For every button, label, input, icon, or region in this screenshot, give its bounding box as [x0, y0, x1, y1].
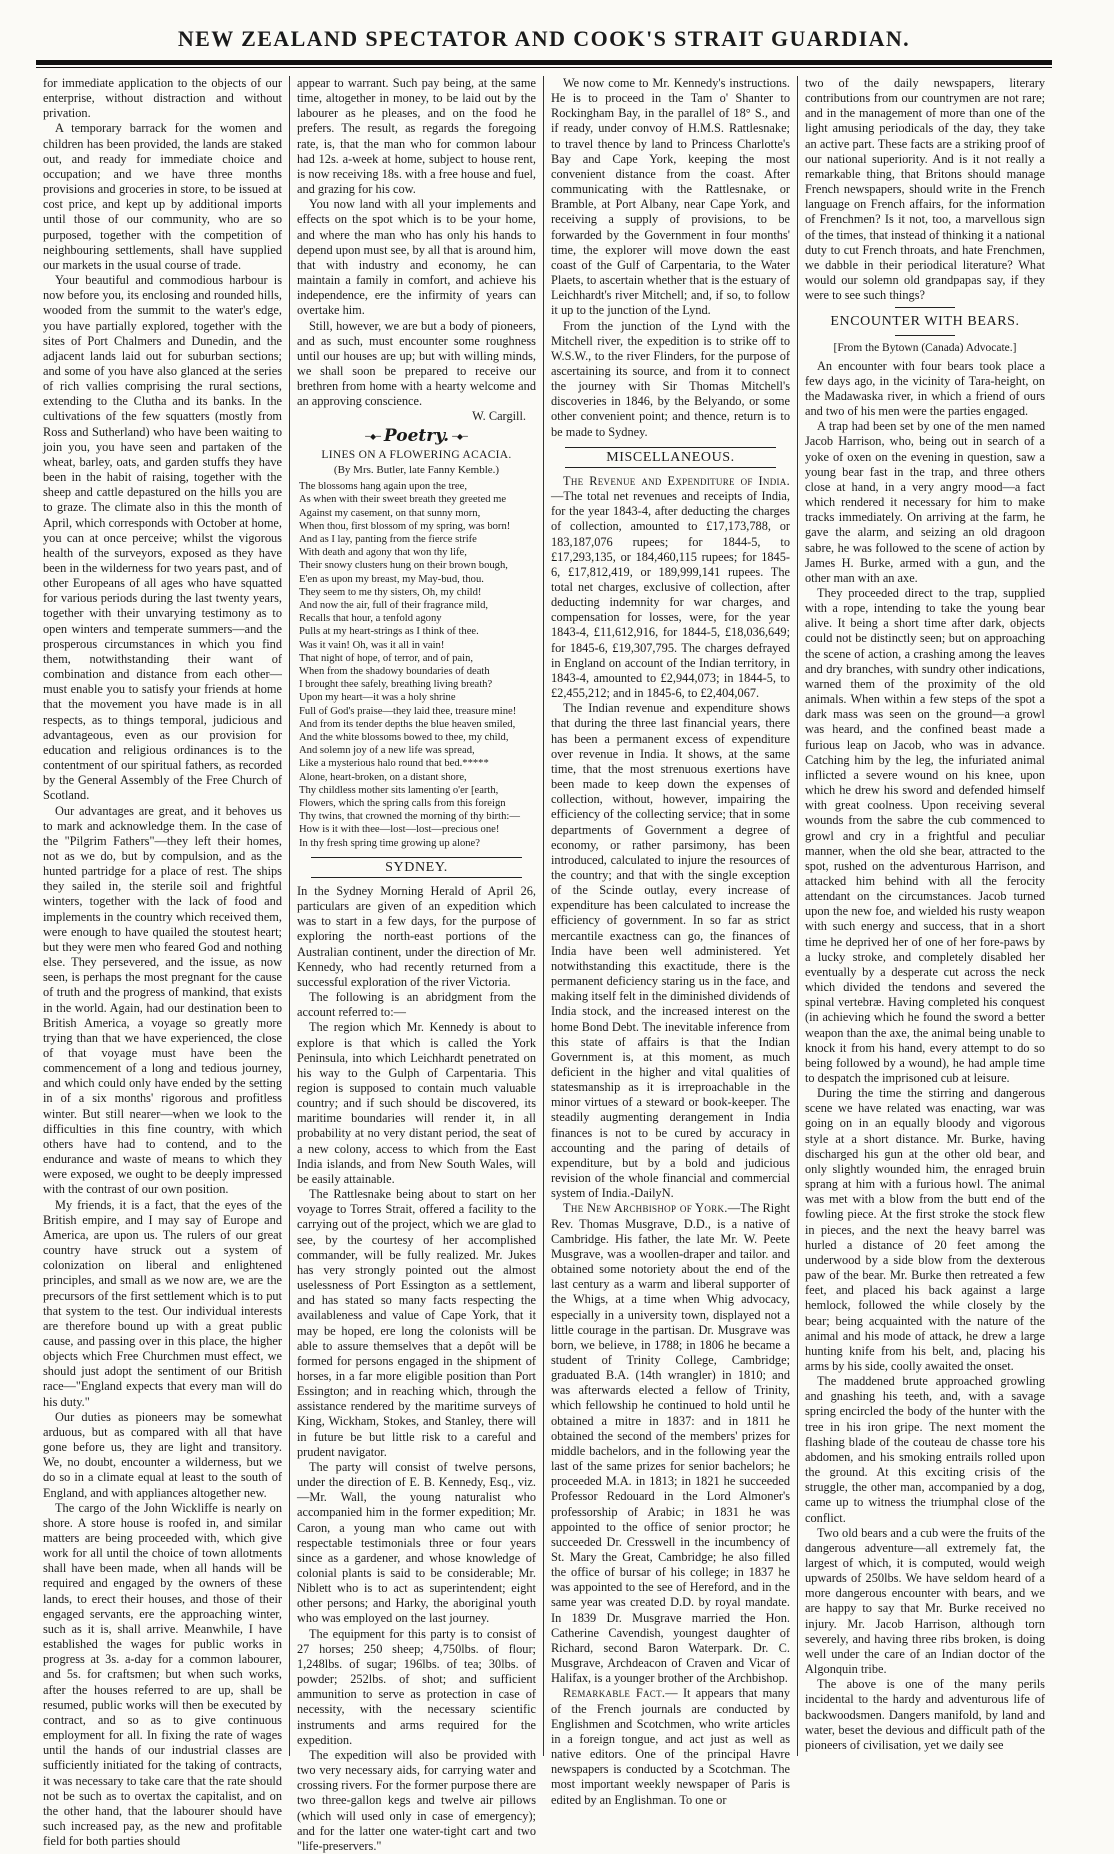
poetry-heading: ─◆─ Poetry. ─◆─: [297, 429, 536, 444]
paragraph: The equipment for this party is to consist of 27 horses; 250 sheep; 4,750lbs. of flour; 1,248lbs. of sugar; 196lbs. of tea; 30lbs. of powder; 252lbs. of shot; and sufficient ammunition to serve as protection in case of necessity, with the necessary scientific instruments and arms required for the expedition.: [297, 1626, 536, 1747]
paragraph: We now come to Mr. Kennedy's instructions. He is to proceed in the Tam o' Shanter to Rockingham Bay, in the parallel of 18° S., and if ready, under convoy of H.M.S. Rattlesnake; to travel thence by land to Princess Charlotte's Bay and Cape York, keeping the most convenient distance from the coast. After communicating with the Rattlesnake, or Bramble, at Port Albany, near Cape York, and receiving a supply of provisions, to be forwarded by the Government in four months' time, the explorer will move down the east coast of the Gulf of Carpentaria, to the Water Plaets, to ascertain whether that is the estuary of Leichhardt's river Mitchell; and, if so, to follow it up to the junction of the Lynd.: [551, 76, 790, 318]
paragraph-text: —The Right Rev. Thomas Musgrave, D.D., is a native of Cambridge. His father, the late Mr. W. Peete Musgrave, was a woollen-draper and tailor. and obtained some notoriety about the end of the last century as a warm and liberal supporter of the Whigs, at a time when Whig advocacy, especially in a university town, displayed not a little courage in the partisan. Dr. Musgrave was born, we believe, in 1788; in 1806 he became a student of Trinity College, Cambridge; graduated B.A. (14th wrangler) in 1810; and was afterwards elected a fellow of Trinity, which fellowship he continued to hold until he obtained a mitre in 1837: and in 1811 he obtained the second of the members' prizes for middle bachelors, and in the following year the last of the same prizes for senior bachelors; he proceeded M.A. in 1813; in 1821 he succeeded Professor Redouard in the Lord Almoner's professorship of Arabic; in 1831 he was appointed to the office of senior proctor; he succeeded Dr. Cresswell in the incumbency of St. Mary the Great, Cambridge; he also filled the office of bursar of his college; in 1837 he was appointed to the see of Hereford, and in the same year was created D.D. by royal mandate. In 1839 Dr. Musgrave married the Hon. Catherine Cavendish, youngest daughter of Richard, second Baron Waterpark. Dr. C. Musgrave, Archdeacon of Craven and Vicar of Halifax, is a younger brother of the Archbishop.: [551, 1201, 790, 1686]
paragraph: The above is one of the many perils incidental to the hardy and adventurous life of backwoodsmen. Dangers manifold, by land and water, beset the devious and difficult path of the pioneers of civilisation, yet we daily see: [805, 1677, 1045, 1752]
divider: [895, 307, 955, 308]
poem-line: Recalls that hour, a tenfold agony: [299, 613, 442, 625]
paragraph: The expedition will also be provided with two very necessary aids, for carrying water and crossing rivers. For the former purpose there are two three-gallon kegs and twelve air pillows (which will used only in case of emergency); and for the latter one water-tight cart and two "life-preservers.": [297, 1747, 536, 1853]
paragraph: Two old bears and a cub were the fruits of the dangerous adventure—all extremely fat, the largest of which, it is computed, would weigh upwards of 250lbs. We have seldom heard of a more dangerous encounter with bears, and we are happy to say that Mr. Burke received no injury. Mr. Jacob Harrison, although torn severely, and having three ribs broken, is doing well under the care of an Indian doctor of the Algonquin tribe.: [805, 1525, 1045, 1677]
poem-line: And now the air, full of their fragrance mild,: [299, 599, 489, 611]
poem-line: With death and agony that won thy life,: [299, 547, 467, 559]
article-columns: [36, 76, 1052, 1853]
poem-line: How is it with thee—lost—lost—precious one!: [299, 824, 500, 836]
masthead-rule-thin: [36, 67, 1052, 68]
paragraph: From the junction of the Lynd with the Mitchell river, the expedition is to strike off to W.S.W., to the river Flinders, for the purpose of ascertaining its source, and from it to connect the journey with Sir Thomas Mitchell's discoveries in 1846, by the Belyando, or some other convenient point; and thence, return is to be made to Sydney.: [551, 318, 790, 439]
section-heading-miscellaneous: MISCELLANEOUS.: [565, 447, 776, 468]
paragraph: The maddened brute approached growling and gnashing his teeth, and, with a savage spring encircled the body of the hunter with the tree in his iron gripe. The next moment the flashing blade of the couteau de chasse tore his abdomen, and his smoking entrails rolled upon the ground. At this exciting crisis of the struggle, the other man, accompanied by a dog, came up to witness the triumphal close of the conflict.: [805, 1374, 1045, 1525]
paragraph: [551, 1201, 790, 1686]
column-1: [36, 76, 290, 1849]
paragraph: An encounter with four bears took place a few days ago, in the vicinity of Tara-height, on the Madawaska river, in which a friend of ours and two of his men were the parties engaged.: [805, 358, 1045, 419]
column-4: [798, 76, 1052, 1756]
paragraph: My friends, it is a fact, that the eyes of the British empire, and I may say of Europe and America, are upon us. The rulers of our great country have struck out a system of colonization on liberal and enlightened principles, and small as we now are, we are the precursors of the first settlement which is to put that system to the test. Our individual interests are therefore bound up with a great public cause, and passing over in this place, the higher objects which Free Churchmen must effect, we should just adopt the sentiment of our British race—"England expects that every man will do his duty.": [43, 1197, 282, 1409]
paragraph: A temporary barrack for the women and children has been provided, the lands are staked out, and ready for immediate choice and occupation; and we have three months provisions and groceries in store, to be issued at cost price, and kept up by additional imports until those of our community, who are so purposed, together with the competition of neighbouring settlements, shall have supplied our markets in the usual course of trade.: [43, 121, 282, 272]
column-3: [544, 76, 798, 1807]
paragraph: Our duties as pioneers may be somewhat arduous, but as compared with all that have gone before us, they are light and transitory. We, no doubt, encounter a wilderness, but we do so in a climate equal at least to the south of England, and with appliances altogether new.: [43, 1409, 282, 1500]
paragraph: In the Sydney Morning Herald of April 26, particulars are given of an expedition which was to start in a few days, for the purpose of exploring the north-east portions of the Australian continent, under the direction of Mr. Kennedy, who had recently returned from a successful exploration of the river Victoria.: [297, 883, 536, 989]
paragraph: They proceeded direct to the trap, supplied with a rope, intending to take the young bear alive. It being a short time after dark, objects could not be distinctly seen; but on approaching the scene of action, a crashing among the leaves and dry branches, with sundry other indications, warned them of the proximity of the old animals. When within a few steps of the spot a dark mass was seen on the ground—a growl was heard, and the confined beast made a furious leap on Jacob, who was in advance. Catching him by the leg, the infuriated animal inflicted a severe wound on his knee, upon which he drew his sword and defended himself with great coolness. Upon receiving several wounds from the sabre the cub commenced to growl and cry in a frightful and peculiar manner, when the old she bear, attracted to the spot, rushed on the adventurous Harrison, and attacked him behind with all the ferocity attendant on the circumstances. Jacob turned upon the new foe, and wielded his rusty weapon with such energy and success, that in a short time he deprived her of one of her fore-paws by a lucky stroke, and completely disabled her eventually by a desperate cut across the neck which divided the tendons and severed the spinal vertebræ. Having completed his conquest (in achieving which he found the sword a better weapon than the axe, the animal being unable to knock it from his hand, every attempt to do so being followed by a wound), he had ample time to despatch the imprisoned cub at leisure.: [805, 586, 1045, 1085]
poem-line: That night of hope, of terror, and of pain,: [299, 652, 474, 664]
paragraph: During the time the stirring and dangerous scene we have related was enacting, war was going on in an equally bloody and vigorous style at a short distance. Mr. Burke, having discharged his gun at the other old bear, and only slightly wounded him, the enraged bruin sprang at him with a furious howl. The animal was met with a blow from the butt end of the fowling piece. At the first stroke the stock flew in pieces, and the next the heavy barrel was hurled a distance of 20 feet among the underwood by a side blow from the dexterous paw of the bear. Mr. Burke then retreated a few feet, and placed his back against a large hemlock, followed the while closely by the bear; being acquainted with the nature of the animal and his mode of attack, he drew a large hunting knife from his belt, and, placing his arms by his side, coolly awaited the onset.: [805, 1086, 1045, 1373]
poem-line: And the white blossoms bowed to thee, my child,: [299, 732, 509, 743]
masthead-rule: [36, 60, 1052, 65]
poem-line: Flowers, which the spring calls from this foreign: [299, 798, 506, 810]
runin-heading: The New Archbishop of York.: [563, 1201, 728, 1216]
poem-line: When from the shadowy boundaries of death: [299, 665, 490, 677]
poem-line: Like a mysterious halo round that bed.*****: [299, 758, 489, 770]
runin-heading: Remarkable Fact.: [563, 1686, 666, 1701]
poem-line: Thy childless mother sits lamenting o'er [earth,: [299, 784, 499, 796]
article-source: [From the Bytown (Canada) Advocate.]: [833, 341, 1017, 354]
column-2: [290, 76, 544, 1853]
poem-line: I brought thee safely, breathing living breath?: [299, 679, 493, 691]
section-heading-sydney: SYDNEY.: [311, 857, 522, 878]
poem-line: And solemn joy of a new life was spread,: [299, 745, 475, 757]
paragraph: The Rattlesnake being about to start on her voyage to Torres Strait, offered a facility to the carrying out of the project, which we are glad to see, by the courtesy of her accomplished commander, will be fully realized. Mr. Jukes has very strongly pointed out the almost uselessness of Port Essington as a settlement, and has stated so many facts respecting the availableness and value of Cape York, that it may be hoped, ere long the colonists will be able to assure themselves that a depôt will be formed for persons engaged in the shipment of horses, in a far more eligible position than Port Essington; and in reaching which, through the assistance rendered by the maritime surveys of King, Wickham, Stokes, and Stanley, there will in future be but little risk to a careful and prudent navigator.: [297, 1187, 536, 1459]
poem-line: Full of God's praise—they laid thee, treasure mine!: [299, 705, 517, 717]
signature: W. Cargill.: [472, 409, 526, 424]
paragraph: for immediate application to the objects of our enterprise, without distraction and without privation.: [43, 76, 282, 121]
poem-line: In thy fresh spring time growing up alone?: [299, 837, 480, 849]
poem-line: When thou, first blossom of my spring, was born!: [299, 520, 511, 532]
poem-line: Pulls at my heart-strings as I think of thee.: [299, 626, 479, 638]
paragraph: [551, 1686, 790, 1807]
paragraph-text: — It appears that many of the French journals are conducted by Englishmen and Scotchmen, who write articles in a foreign tongue, and act just as well as native editors. One of the principal Havre newspapers is conducted by a Scotchman. The most important weekly newspaper of Paris is edited by an Englishman. To one or: [551, 1686, 791, 1807]
poem-line: And as I lay, panting from the fierce strife: [299, 533, 477, 545]
poem-line: Their snowy clusters hung on their brown bough,: [299, 560, 508, 572]
paragraph: The Indian revenue and expenditure shows that during the three last financial years, there has been a permanent excess of expenditure over revenue in India. It shows, at the same time, that the most strenuous exertions have been made to keep down the expenses of collection, without, however, impairing the efficiency of the collecting service; that in some departments of Government a degree of economy, or rather parsimony, has been introduced, calculated to injure the resources of the country; and that with the single exception of the Scinde outlay, every increase of expenditure has been calculated to increase the efficiency of government. In so far as strict mercantile exactness can go, the finances of India have been well administered. Yet notwithstanding this exactitude, there is the permanent deficiency staring us in the face, and making itself felt in the diminished dividends of India stock, and the increased interest on the home Bond Debt. The inevitable inference from this state of affairs is that the Indian Government is, at this moment, as much deficient in the higher and vital qualities of statesmanship as it is irreproachable in the minor virtues of a steward or book-keeper. The steadily augmenting derangement in India finances is not to be cured by accuracy in accounting and the paring of details of expenditure, but by a bold and judicious revision of the whole financial and commercial system of India.-DailyN.: [551, 701, 790, 1201]
paragraph: A trap had been set by one of the men named Jacob Harrison, who, being out in search of a yoke of oxen on the evening in question, saw a young bear fast in the trap, and three others close at hand, in a very angry mood—a fact which rendered it necessary for him to make tracks immediately. On arriving at the farm, he gave the alarm, and seizing an old dragoon sabre, he was followed to the scene of action by James H. Burke, armed with a gun, and the other man with an axe.: [805, 419, 1045, 585]
poem-line: And from its tender depths the blue heaven smiled,: [299, 718, 516, 730]
poem-line: Upon my heart—it was a holy shrine: [299, 692, 456, 704]
paragraph: appear to warrant. Such pay being, at the same time, altogether in money, to be laid out by the labourer as he pleases, and on the food he prefers. The result, as regards the foregoing rate, is, that the man who for common labour had 12s. a-week at home, subject to house rent, is now receiving 18s. with a free house and fuel, and grazing for his cow.: [297, 76, 536, 197]
poem-byline: (By Mrs. Butler, late Fanny Kemble.): [333, 463, 500, 476]
paragraph: [551, 474, 790, 701]
poem-line: Against my casement, on that sunny morn,: [299, 507, 481, 519]
paragraph-text: —The total net revenues and receipts of India, for the year 1843-4, after deducting the charges of collection, amounted to £17,173,788, or 183,187,076 rupees; for 1844-5, to £17,293,135, or 184,460,115 rupees; for 1845-6, £17,812,419, or 189,999,141 rupees. The total net charges, exclusive of collection, after deducting indemnity for war charges, and compensation for losses, were, for the year 1843-4, £11,612,916, for 1844-5, £18,036,649; for 1845-6, £19,307,795. The charges defrayed in England on account of the Indian territory, in 1843-4, amounted to £2,944,073; in 1844-5, to £2,455,212; and in 1845-6, to £2,404,067.: [551, 489, 790, 701]
runin-heading: The Revenue and Expenditure of India.: [563, 473, 790, 488]
masthead-title: NEW ZEALAND SPECTATOR AND COOK'S STRAIT GUARDIAN.: [177, 26, 911, 51]
paragraph: The following is an abridgment from the account referred to:—: [297, 990, 536, 1020]
poem-line: As when with their sweet breath they greeted me: [299, 494, 507, 506]
poem-line: Was it vain! Oh, was it all in vain!: [299, 639, 445, 651]
paragraph: Our advantages are great, and it behoves us to mark and acknowledge them. In the case of the "Pilgrim Fathers"—they left their homes, not as we do, but by compulsion, and as the hunted partridge for a place of rest. The ships they sailed in, the sterile soil and frightful winters, together with the lack of food and implements in the country which received them, were enough to have quailed the stoutest heart; but they were men who feared God and nothing else. They persevered, and the issue, as now seen, is perhaps the most pregnant for the cause of truth and the progress of mankind, that exists in the world. Again, had our destination been to British America, a voyage so greatly more trying than that we have experienced, the close of that voyage must have been the commencement of a long and tedious journey, and which could only have ended by the setting in of a six months' rigorous and profitless winter. But still nearer—when we look to the difficulties in this fine country, with which others have had to contend, and to the endurance and waste of means to which they were exposed, we ought to be deeply impressed with the contrast of our own position.: [43, 803, 282, 1197]
paragraph: You now land with all your implements and effects on the spot which is to be your home, and where the man who has only his hands to depend upon must see, by all that is around him, that with industry and economy, he can maintain a family in comfort, and achieve his independence, ere the infirmity of years can overtake him.: [297, 197, 536, 318]
poem-line: Thy twins, that crowned the morning of thy birth:—: [299, 811, 520, 823]
paragraph: two of the daily newspapers, literary contributions from our countrymen are not rare; and in the management of more than one of the light amusing periodicals of the day, they take an active part. These facts are a striking proof of our national superiority. And is it not really a remarkable thing, that Britons should manage French newspapers, should write in the French language on French affairs, for the information of Frenchmen? Is it not, too, a marvellous sign of the times, that instead of thinking it a national duty to cut French throats, and hate Frenchmen, we dabble in their periodical literature? What would our solemn old grandpapas say, if they were to see such things?: [805, 76, 1045, 303]
poem-title: LINES ON A FLOWERING ACACIA.: [321, 448, 512, 461]
poem: [297, 480, 536, 850]
poem-line: The blossoms hang again upon the tree,: [299, 481, 467, 493]
paragraph: Still, however, we are but a body of pioneers, and as such, must encounter some roughness until our houses are up; but with willing minds, we shall soon be prepared to receive our brethren from home with a hearty welcome and an approving conscience.: [297, 318, 536, 409]
poem-line: Alone, heart-broken, on a distant shore,: [299, 771, 467, 783]
paragraph: The party will consist of twelve persons, under the direction of E. B. Kennedy, Esq., viz.—Mr. Wall, the young naturalist who accompanied him in the former expedition; Mr. Caron, a young man who came out with respectable testimonials three or four years since as a gardener, and whose knowledge of colonial plants is said to be considerable; Mr. Niblett who is to act as superintendent; eight other persons; and Harky, the aboriginal youth who was employed on the last journey.: [297, 1459, 536, 1626]
divider: [895, 335, 955, 336]
paragraph: Your beautiful and commodious harbour is now before you, its enclosing and rounded hills, wooded from the summit to the water's edge, you have partially explored, together with the sites of Port Chalmers and Dunedin, and the adjacent lands laid out for suburban sections; and some of you have also glanced at the series of rich vallies comprising the rural sections, extending to the Clutha and its banks. In the cultivations of the few squatters (mostly from Ross and Sutherland) who have been waiting to join you, you have seen and partaken of the wheat, barley, oats, and garden stuffs they have been in the habit of raising, together with the sheep and cattle depastured on the hills you are to graze. The climate also in this the month of April, which corresponds with October at home, you can at once perceive; whilst the vigorous health of the surveyors, exposed as they have been in the wilderness for two years past, and of other Europeans of all ages who have squatted for various periods during the last twenty years, together with their unvarying testimony as to open winters and temperate summers—and the prosperous circumstances in which you find them, notwithstanding their want of combination and distance from each other—must enable you to satisfy your friends at home that the movement you have made is in all respects, as to things temporal, judicious and advantageous, even as our provision for education and religious ordinances is to the contentment of our spiritual fathers, as recorded by the General Assembly of the Free Church of Scotland.: [43, 273, 282, 803]
poem-line: They seem to me thy sisters, Oh, my child!: [299, 586, 482, 598]
poem-line: E'en as upon my breast, my May-bud, thou.: [299, 573, 484, 585]
paragraph: The region which Mr. Kennedy is about to explore is that which is called the York Peninsula, into which Leichhardt penetrated on his way to the Gulph of Carpentaria. This region is supposed to contain much valuable country; and if such should be discovered, its maritime boundaries will render it, in all probability at no very distant period, the seat of a new colony, access to which from the East India islands, and from New South Wales, will be easily attainable.: [297, 1020, 536, 1186]
paragraph: The cargo of the John Wickliffe is nearly on shore. A store house is roofed in, and similar matters are being proceeded with, which give work for all until the choice of town allotments shall have been made, when all hands will be required and engaged by the owners of these lands, to erect their houses, and those of their engaged servants, ere the approaching winter, such as it is, shall arrive. Meanwhile, I have established the wages for public works in progress at 3s. a-day for a common labourer, and 5s. for craftsmen; but when such works, after the houses referred to are up, shall be resumed, public works will then be executed by contract, and so as to give continuous employment for all. In fixing the rate of wages until the hands of our industrial classes are sufficiently initiated for the taking of contracts, it was necessary to take care that the rate should not be such as to overtax the capitalist, and on the other hand, that the labourer should have such increased pay, as the new and profitable field for both parties should: [43, 1500, 282, 1849]
section-heading-bears: ENCOUNTER WITH BEARS.: [830, 314, 1020, 330]
